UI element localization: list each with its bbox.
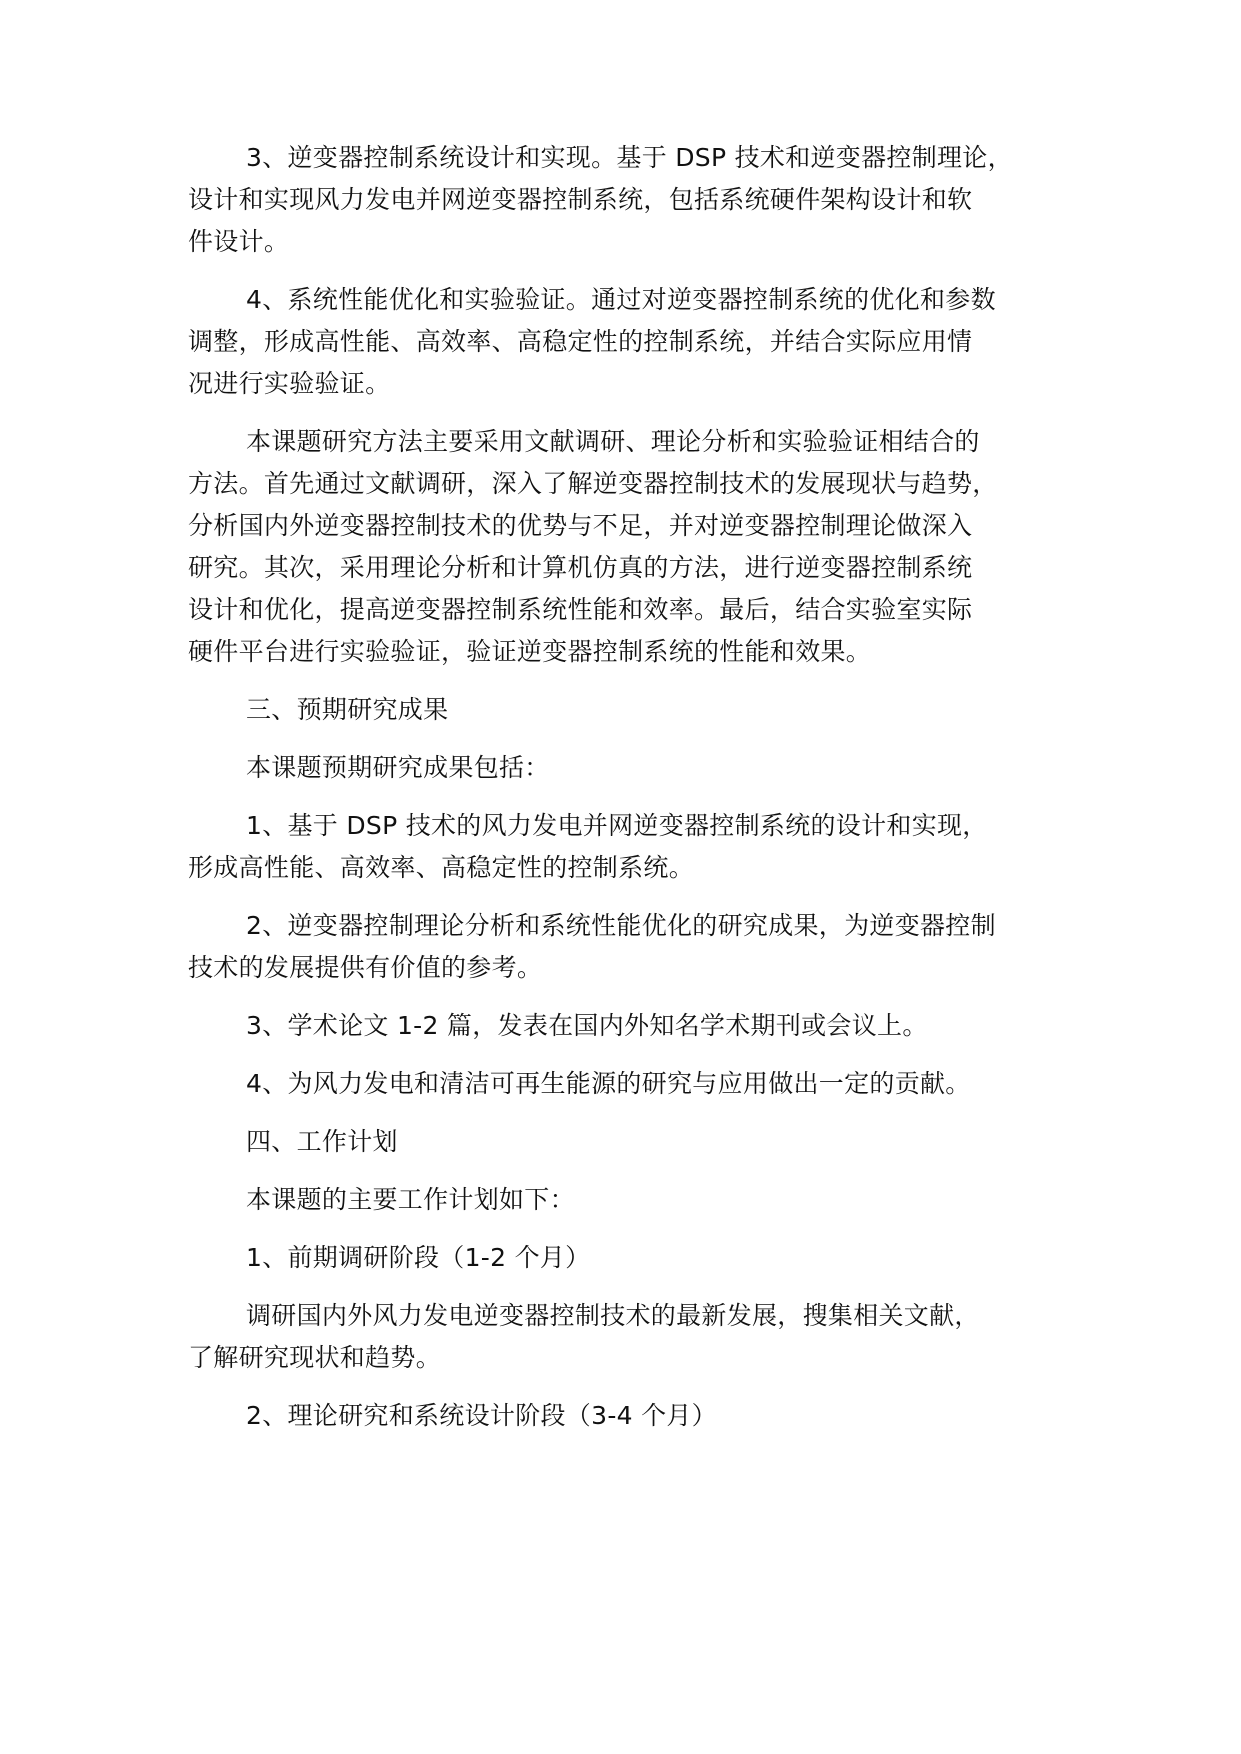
- method-paragraph-line-1: 本课题研究方法主要采用文献调研、理论分析和实验验证相结合的: [246, 427, 980, 456]
- section-heading-expected-results: 三、预期研究成果: [246, 695, 449, 724]
- item-4-line-3: 况进行实验验证。: [188, 369, 391, 398]
- item-3-line-3: 件设计。: [188, 227, 290, 256]
- result-2-line-2: 技术的发展提供有价值的参考。: [188, 953, 543, 982]
- plan-stage-1-title: 1、前期调研阶段（1-2 个月）: [246, 1243, 591, 1272]
- method-paragraph-line-5: 设计和优化，提高逆变器控制系统性能和效率。最后，结合实验室实际: [188, 595, 973, 624]
- result-1-line-1: 1、基于 DSP 技术的风力发电并网逆变器控制系统的设计和实现，: [246, 811, 988, 840]
- method-paragraph-line-4: 研究。其次，采用理论分析和计算机仿真的方法，进行逆变器控制系统: [188, 553, 973, 582]
- expected-results-intro: 本课题预期研究成果包括：: [246, 753, 550, 782]
- result-4-line: 4、为风力发电和清洁可再生能源的研究与应用做出一定的贡献。: [246, 1069, 971, 1098]
- item-3-line-1: 3、逆变器控制系统设计和实现。基于 DSP 技术和逆变器控制理论，: [246, 143, 1013, 172]
- result-2-line-1: 2、逆变器控制理论分析和系统性能优化的研究成果，为逆变器控制: [246, 911, 996, 940]
- item-4-line-1: 4、系统性能优化和实验验证。通过对逆变器控制系统的优化和参数: [246, 285, 996, 314]
- method-paragraph-line-3: 分析国内外逆变器控制技术的优势与不足，并对逆变器控制理论做深入: [188, 511, 973, 540]
- section-heading-work-plan: 四、工作计划: [246, 1127, 398, 1156]
- item-4-line-2: 调整，形成高性能、高效率、高稳定性的控制系统，并结合实际应用情: [188, 327, 973, 356]
- plan-stage-2-title: 2、理论研究和系统设计阶段（3-4 个月）: [246, 1401, 717, 1430]
- method-paragraph-line-2: 方法。首先通过文献调研，深入了解逆变器控制技术的发展现状与趋势，: [188, 469, 998, 498]
- work-plan-intro: 本课题的主要工作计划如下：: [246, 1185, 575, 1214]
- method-paragraph-line-6: 硬件平台进行实验验证，验证逆变器控制系统的性能和效果。: [188, 637, 872, 666]
- item-3-line-2: 设计和实现风力发电并网逆变器控制系统，包括系统硬件架构设计和软: [188, 185, 973, 214]
- result-3-line: 3、学术论文 1-2 篇，发表在国内外知名学术期刊或会议上。: [246, 1011, 928, 1040]
- result-1-line-2: 形成高性能、高效率、高稳定性的控制系统。: [188, 853, 695, 882]
- plan-stage-1-line-2: 了解研究现状和趋势。: [188, 1343, 442, 1372]
- plan-stage-1-line-1: 调研国内外风力发电逆变器控制技术的最新发展，搜集相关文献，: [246, 1301, 980, 1330]
